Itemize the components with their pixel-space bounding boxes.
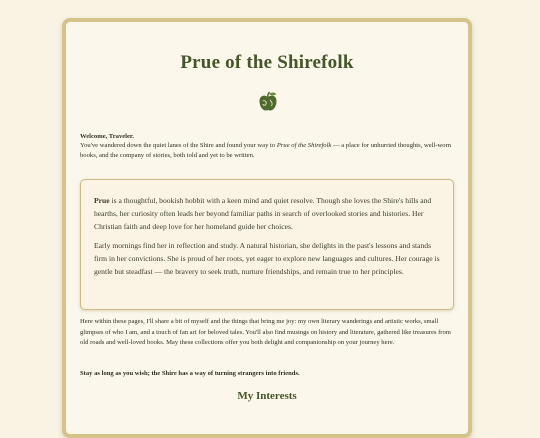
body-paragraph-1: Here within these pages, I'll share a bit of myself and the things that bring me joy: my own literary wanderings and artistic works, small glimpses of who I am, and a touch of fan art for beloved tales. You'll also find musings on history and literature, gathered like treasures from old roads and well-loved books. May these collections offer you both delight and companionship on your journey here. [80,318,451,347]
page-card [62,18,472,438]
intro-text-before: You've wandered down the quiet lanes of the Shire and found your way to [80,142,277,150]
bio-p1-text: is a thoughtful, bookish hobbit with a keen mind and quiet resolve. Though she loves the Shire's hills and hearths, her curiosity often leads her beyond familiar paths in search of overlooked stories and histories. Her Christian faith and deep love for her homeland guide her choices. [94,196,432,231]
page-title: Prue of the Shirefolk [180,52,354,73]
apple-leaf-emblem-icon [256,90,280,114]
intro-text-after: — a place for unhurried thoughts, well-worn books, and the company of stories, both told and yet to be written. [80,142,452,159]
body-paragraph-2: Stay as long as you wish; the Shire has a way of turning strangers into friends. [80,370,300,377]
intro-site-name: Prue of the Shirefolk [276,142,332,150]
bio-box [80,179,454,310]
bio-paragraph-1 [94,195,440,233]
welcome-intro [80,132,454,160]
bio-paragraph-2: Early mornings find her in reflection and study. A natural historian, she delights in the past's lessons and stands firm in her convictions. She is proud of her roots, yet eager to explore new languages and cultures. Her courage is gentle but steadfast — the bravery to seek truth, nurture friendships, and remain true to her principles. [94,241,440,276]
interests-heading: My Interests [237,390,297,402]
welcome-greeting: Welcome, Traveler. [80,133,134,140]
bio-name: Prue [94,196,110,205]
